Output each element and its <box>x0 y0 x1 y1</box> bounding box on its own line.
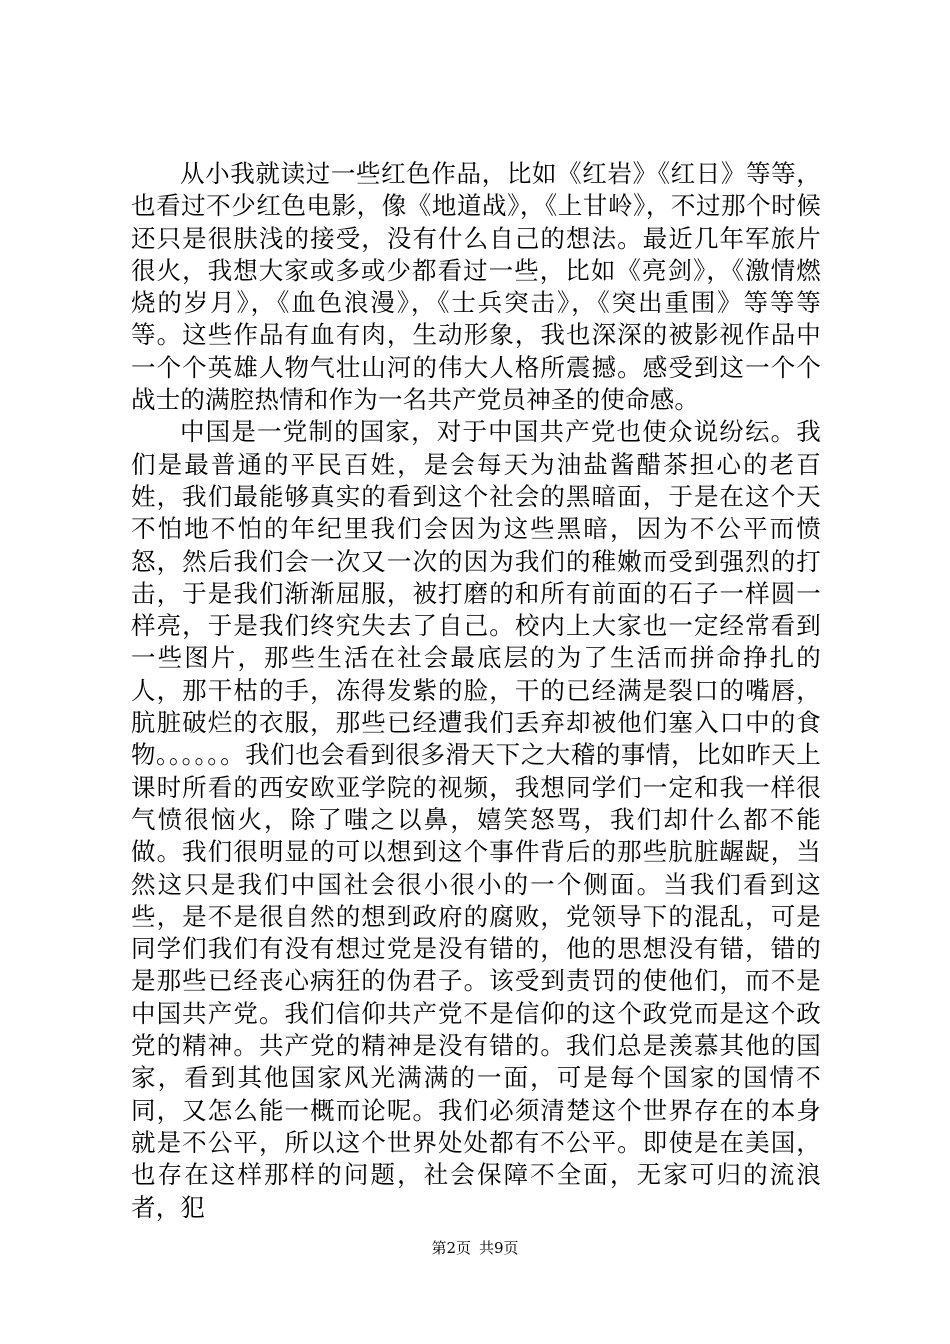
paragraph-one-party-state: 中国是一党制的国家，对于中国共产党也使众说纷纭。我们是最普通的平民百姓，是会每天为油盐酱醋茶担心的老百姓，我们最能够真实的看到这个社会的黑暗面，于是在这个天不怕地不怕的年纪里我们会因为这些黑暗，因为不公平而愤怒，然后我们会一次又一次的因为我们的稚嫩而受到强烈的打击，于是我们渐渐屈服，被打磨的和所有前面的石子一样圆一样亮，于是我们终究失去了自己。校内上大家也一定经常看到一些图片，那些生活在社会最底层的为了生活而拼命挣扎的人，那干枯的手，冻得发紫的脸，干的已经满是裂口的嘴唇，肮脏破烂的衣服，那些已经遭我们丢弃却被他们塞入口中的食物。。。。。。我们也会看到很多滑天下之大稽的事情，比如昨天上课时所看的西安欧亚学院的视频，我想同学们一定和我一样很气愤很恼火，除了嗤之以鼻，嬉笑怒骂，我们却什么都不能做。我们很明显的可以想到这个事件背后的那些肮脏龌龊，当然这只是我们中国社会很小很小的一个侧面。当我们看到这些，是不是很自然的想到政府的腐败，党领导下的混乱，可是同学们我们有没有想过党是没有错的，他的思想没有错，错的是那些已经丧心病狂的伪君子。该受到责罚的使他们，而不是中国共产党。我们信仰共产党不是信仰的这个政党而是这个政党的精神。共产党的精神是没有错的。我们总是羡慕其他的国家，看到其他国家风光满满的一面，可是每个国家的国情不同，又怎么能一概而论呢。我们必须清楚这个世界存在的本身就是不公平，所以这个世界处处都有不公平。即使是在美国，也存在这样那样的问题，社会保障不全面，无家可归的流浪者，犯 <box>131 417 821 1222</box>
body-text <box>131 158 821 1224</box>
total-pages: 共9页 <box>479 1239 519 1257</box>
page-number: 第2页 <box>431 1239 471 1257</box>
paragraph-red-works: 从小我就读过一些红色作品，比如《红岩》《红日》等等，也看过不少红色电影，像《地道战》，《上甘岭》，不过那个时候还只是很肤浅的接受，没有什么自己的想法。最近几年军旅片很火，我想大家或多或少都看过一些，比如《亮剑》，《激情燃烧的岁月》，《血色浪漫》，《士兵突击》，《突出重围》等等等等。这些作品有血有肉，生动形象，我也深深的被影视作品中一个个英雄人物气壮山河的伟大人格所震撼。感受到这一个个战士的满腔热情和作为一名共产党员神圣的使命感。 <box>131 159 821 415</box>
page-footer <box>0 1238 950 1258</box>
